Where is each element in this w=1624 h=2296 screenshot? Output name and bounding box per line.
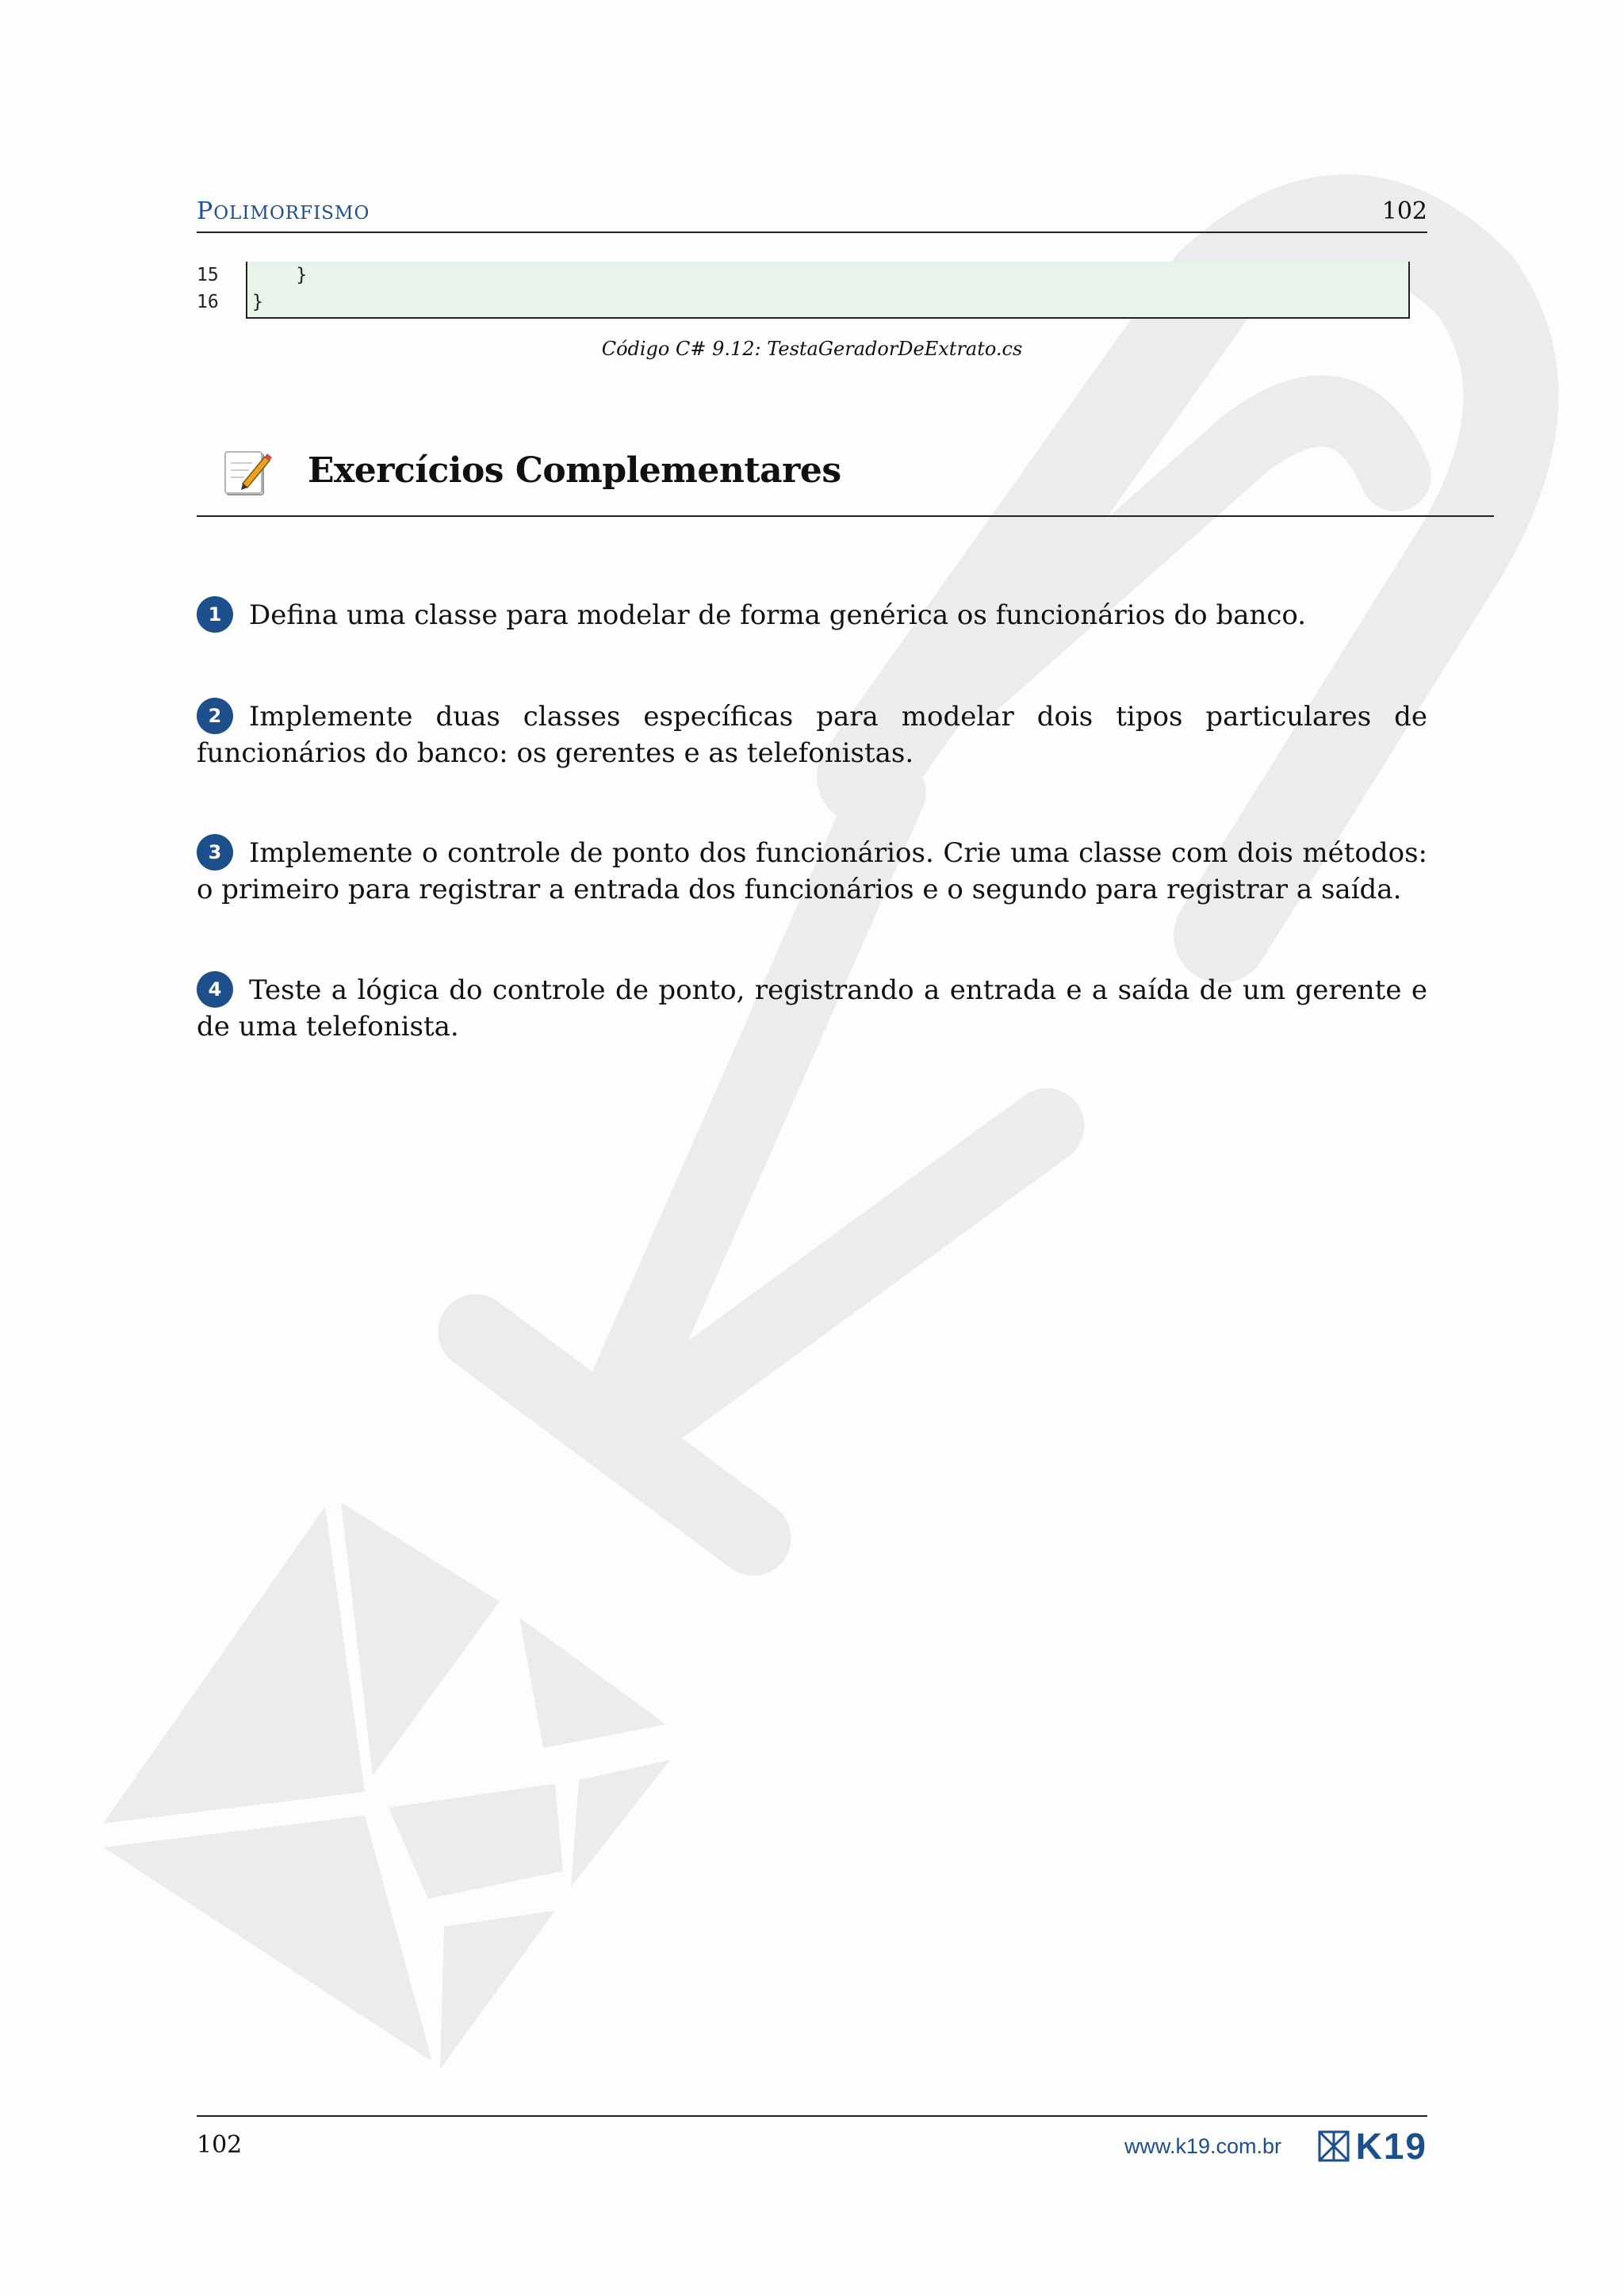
exercise-text: Teste a lógica do controle de ponto, registrando a entrada e a saída de um gerente e de uma telefonista. [197, 974, 1427, 1043]
running-header [197, 197, 1427, 233]
code-line-numbers [197, 262, 244, 316]
exercise-text: Implemente duas classes específicas para modelar dois tipos particulares de funcionários do banco: os gerentes e as telefonistas. [197, 701, 1427, 769]
section-title: Exercícios Complementares [308, 450, 841, 491]
exercise-text: Implemente o controle de ponto dos funcionários. Crie uma classe com dois métodos: o primeiro para registrar a entrada dos funcionários e o segundo para registrar a saída. [197, 837, 1427, 905]
exercise-item [197, 971, 1427, 1045]
code-caption: Código C# 9.12: TestaGeradorDeExtrato.cs [601, 338, 1023, 360]
exercise-number-badge: 3 [197, 834, 233, 871]
header-page-number: 102 [1381, 197, 1427, 225]
footer-url-link[interactable]: www.k19.com.br [1124, 2134, 1281, 2158]
code-line-number: 15 [197, 265, 219, 285]
footer-page-number: 102 [197, 2131, 243, 2159]
code-box [246, 262, 1410, 319]
exercise-item [197, 596, 1427, 633]
exercise-number-badge: 4 [197, 971, 233, 1008]
chapter-title: POLIMORFISMO [197, 197, 370, 225]
exercise-text: Defina uma classe para modelar de forma genérica os funcionários do banco. [249, 599, 1307, 631]
section-heading [197, 444, 1494, 517]
exercise-number-badge: 2 [197, 698, 233, 734]
k19-logo-text: K19 [1355, 2126, 1427, 2167]
code-listing [197, 262, 1408, 317]
edit-notepad-icon [220, 447, 273, 499]
k19-logo [1318, 2126, 1427, 2167]
exercise-item [197, 698, 1427, 771]
code-line-number: 16 [197, 292, 219, 312]
code-line: } [252, 265, 308, 285]
page-footer [197, 2115, 1427, 2167]
exercise-number-badge: 1 [197, 596, 233, 633]
exercise-item [197, 834, 1427, 908]
code-line: } [252, 292, 263, 312]
k19-logo-mark-icon [1318, 2130, 1350, 2162]
